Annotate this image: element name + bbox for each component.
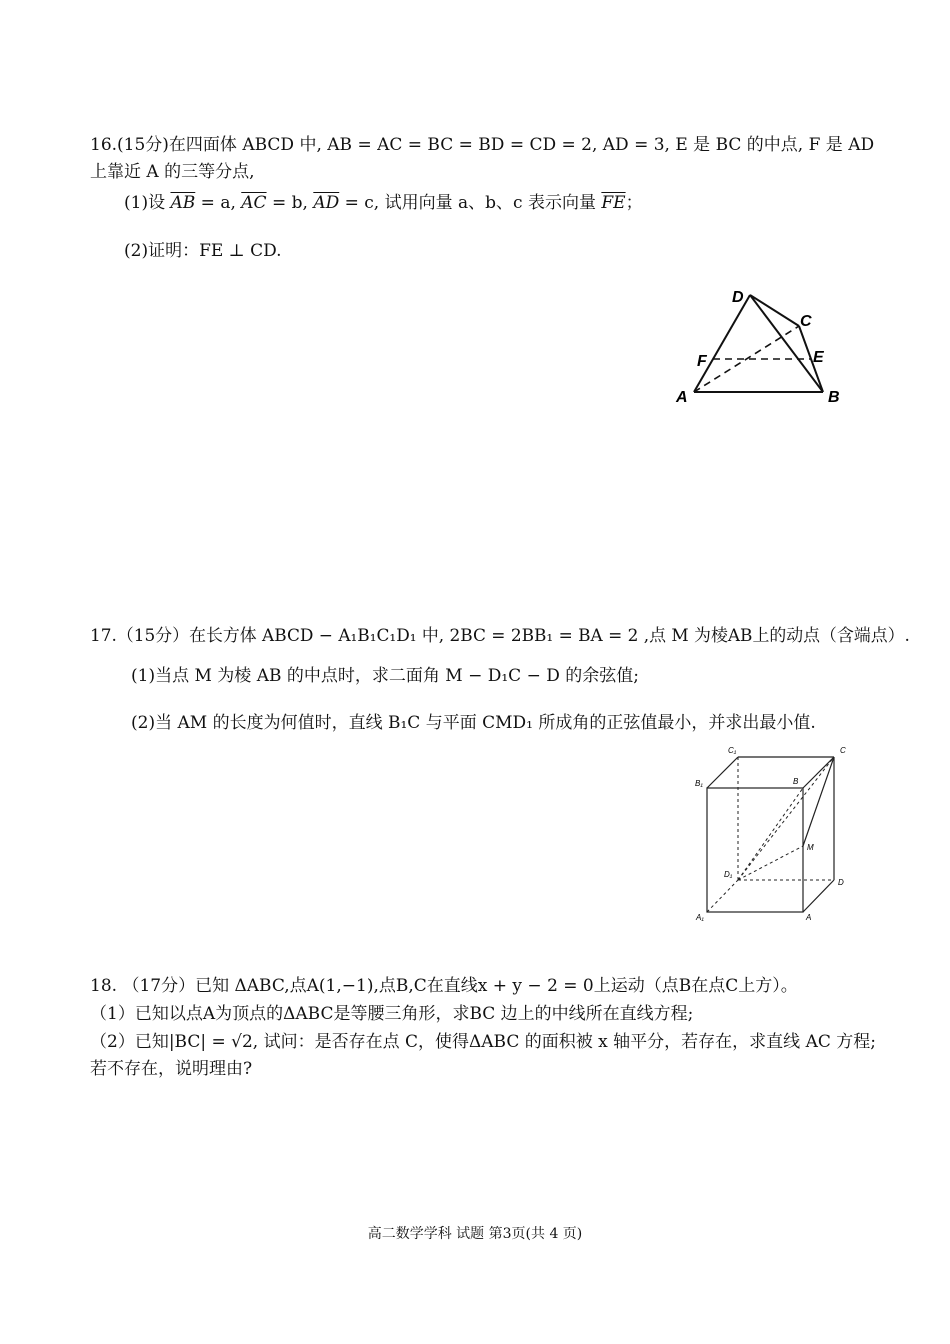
label-d1: D₁ (724, 870, 733, 879)
segment-c-m (803, 757, 834, 846)
label-b: B (828, 389, 840, 406)
q16-part1-prefix: (1)设 (124, 193, 171, 213)
q17-part1: (1)当点 M 为棱 AB 的中点时，求二面角 M − D₁C − D 的余弦值; (131, 666, 639, 686)
q16-eq-c: = c, 试用向量 a、b、c 表示向量 (339, 193, 602, 213)
q16-eq-a: = a, (195, 193, 242, 213)
vector-ad: $\overline{AD}$ (313, 193, 340, 213)
front-face (707, 788, 803, 912)
q16-line1: 16.(15分)在四面体 ABCD 中, AB = AC = BC = BD = CD = 2, AD = 3, E 是 BC 的中点, F 是 AD (90, 135, 875, 155)
q16-eq-b: = b, (266, 193, 314, 213)
edge-da (694, 295, 750, 392)
label-b1: B₁ (695, 779, 703, 788)
label-a1: A₁ (696, 913, 704, 922)
segment-d1-m (738, 846, 803, 880)
label-d: D (732, 289, 744, 306)
vector-ac: $\overline{AC}$ (241, 193, 267, 213)
edge-dc (750, 295, 799, 326)
label-f: F (697, 353, 707, 370)
label-c: C (800, 313, 812, 330)
q18-line1: 18. （17分）已知 ΔABC,点A(1,−1),点B,C在直线x + y − 2 = 0上运动（点B在点C上方）。 (90, 976, 798, 996)
page-footer: 高二数学学科 试题 第3页(共 4 页) (367, 1226, 583, 1242)
label-a-cuboid: A (806, 913, 812, 922)
label-e: E (813, 349, 824, 366)
label-a: A (676, 389, 688, 406)
q16-part1-suffix: ； (625, 193, 643, 213)
q18-part2-cont: 若不存在，说明理由? (90, 1059, 253, 1079)
edge-db (750, 295, 823, 392)
segment-d1-b (738, 788, 803, 880)
label-c-cuboid: C (840, 746, 846, 755)
q16-part2: (2)证明：FE ⊥ CD. (124, 241, 282, 261)
edge-a1-d1 (707, 880, 738, 912)
edge-b1-c1 (707, 757, 738, 788)
edge-ac-hidden (694, 326, 799, 392)
q16-line2: 上靠近 A 的三等分点, (90, 162, 255, 182)
q16-part1 (124, 192, 643, 214)
q18-part1: （1）已知以点A为顶点的ΔABC是等腰三角形，求BC 边上的中线所在直线方程; (90, 1004, 694, 1024)
q17-line1: 17.（15分）在长方体 ABCD − A₁B₁C₁D₁ 中, 2BC = 2BB₁ = BA = 2 ,点 M 为棱AB上的动点（含端点）. (90, 626, 910, 646)
q17-part2: (2)当 AM 的长度为何值时，直线 B₁C 与平面 CMD₁ 所成角的正弦值最小，并求出最小值. (131, 713, 816, 733)
label-b-cuboid: B (793, 777, 799, 786)
vector-fe: $\overline{FE}$ (601, 193, 626, 213)
edge-b-c (803, 757, 834, 788)
segment-d1-c (738, 757, 834, 880)
edge-a-d (803, 880, 834, 912)
label-c1: C₁ (728, 746, 737, 755)
label-m: M (807, 843, 814, 852)
label-d-cuboid: D (838, 878, 844, 887)
q18-part2: （2）已知|BC| = √2, 试问：是否存在点 C，使得ΔABC 的面积被 x 轴平分，若存在，求直线 AC 方程; (90, 1032, 876, 1052)
vector-ab: $\overline{AB}$ (170, 193, 196, 213)
edge-cb (799, 326, 823, 392)
